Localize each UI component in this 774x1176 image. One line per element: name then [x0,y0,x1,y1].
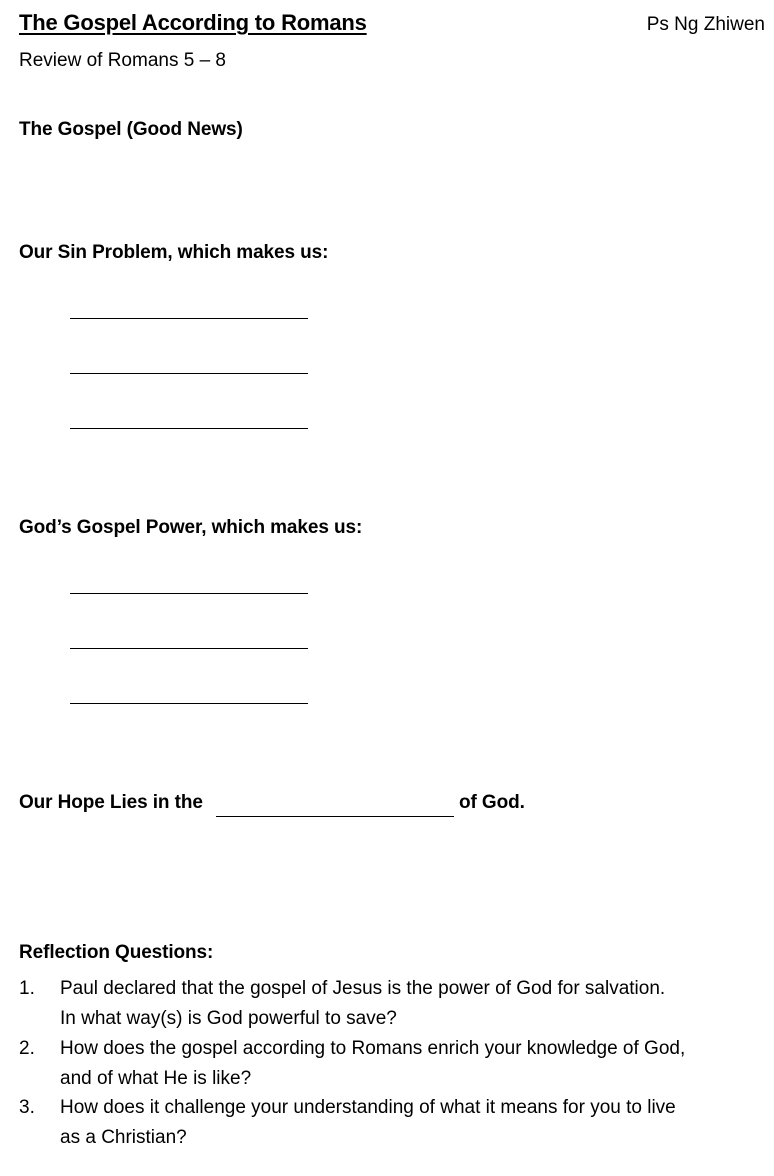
question-3-line-2: as a Christian? [60,1127,187,1148]
question-3 [60,1093,760,1153]
sin-blank-1 [70,318,308,319]
question-1-line-2: In what way(s) is God powerful to save? [60,1008,397,1029]
power-blank-3 [70,703,308,704]
power-blank-1 [70,593,308,594]
sin-blank-2 [70,373,308,374]
gospel-heading: The Gospel (Good News) [19,119,243,140]
page-title: The Gospel According to Romans [19,10,367,35]
question-2-line-1: How does the gospel according to Romans enrich your knowledge of God, [60,1038,686,1059]
author-name: Ps Ng Zhiwen [646,14,765,35]
question-2 [60,1034,760,1094]
page-subtitle: Review of Romans 5 – 8 [19,50,226,71]
gospel-power-heading: God’s Gospel Power, which makes us: [19,517,363,538]
question-2-number: 2. [19,1038,35,1059]
question-1-number: 1. [19,978,35,999]
sin-problem-heading: Our Sin Problem, which makes us: [19,242,329,263]
question-2-line-2: and of what He is like? [60,1068,252,1089]
question-3-line-1: How does it challenge your understanding of what it means for you to live [60,1097,676,1118]
reflection-heading: Reflection Questions: [19,942,214,963]
power-blank-2 [70,648,308,649]
hope-suffix: of God. [459,792,525,813]
hope-prefix: Our Hope Lies in the [19,792,203,813]
question-1 [60,974,760,1034]
hope-blank [216,816,454,817]
question-1-line-1: Paul declared that the gospel of Jesus is the power of God for salvation. [60,978,666,999]
question-3-number: 3. [19,1097,35,1118]
sin-blank-3 [70,428,308,429]
